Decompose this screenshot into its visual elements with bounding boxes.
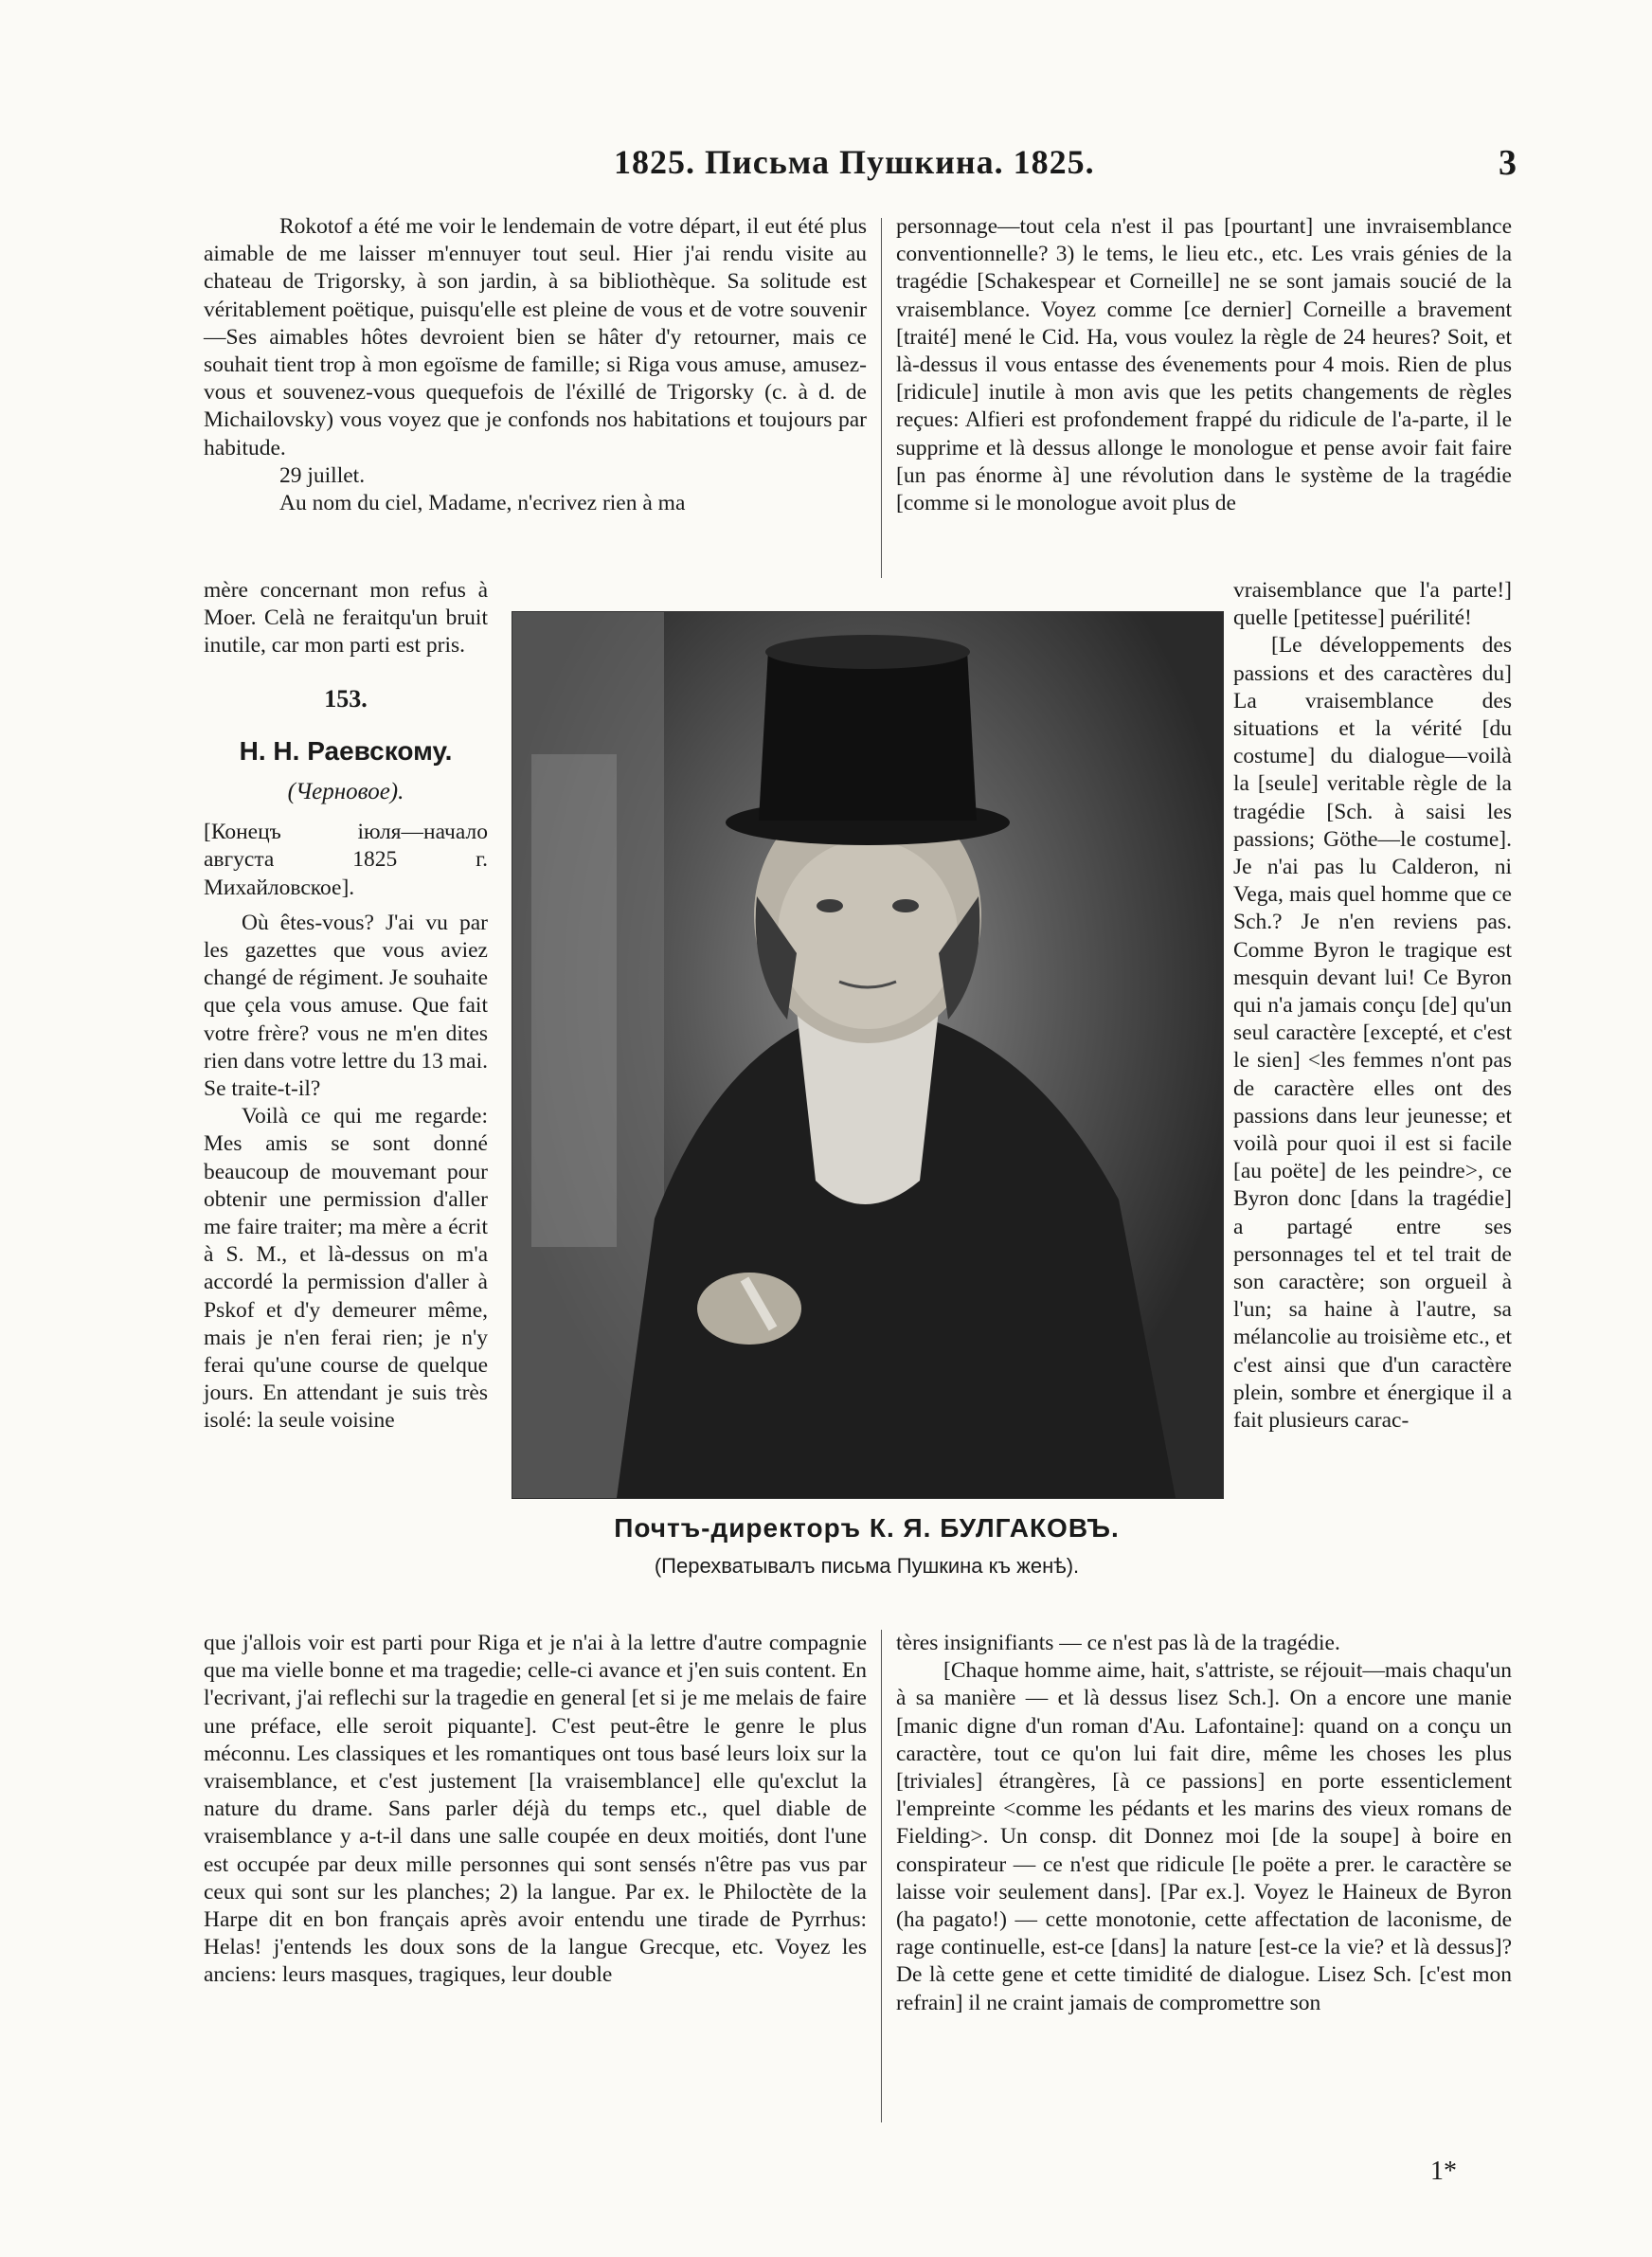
left-column-bottom bbox=[204, 1630, 867, 1990]
illustration-subcaption: (Перехватывалъ письма Пушкина къ женѣ). bbox=[654, 1554, 1080, 1578]
paragraph: Voilà ce qui me regarde: Mes amis se sont donné beaucoup de mouvemant pour obtenir une permission d'aller me faire traiter; ma mère a écrit à S. M., et là-dessus on m'a accordé la permission d'aller à Pskof et d'y demeurer même, mais je n'en ferai rien; je n'y ferai qu'une course de quelque jours. En attendant je suis très isolé: la seule voisine bbox=[204, 1104, 488, 1434]
right-column-bottom bbox=[896, 1630, 1512, 2017]
paragraph: [Chaque homme aime, hait, s'attriste, se réjouit—mais chaqu'un à sa manière — et là dessus lisez Sch.]. On a encore une manie [manic digne d'un roman d'Au. Lafontaine]: quand on a conçu un caractère, tout ce qu'on lui fait dire, même les choses les plus [triviales] étrangères, [à ce passions] en porte essenticlement l'empreinte <comme les pédants et les marins des vieux romans de Fielding>. Un consp. dit Donnez moi [de la soupe] à boire en conspirateur — ce n'est que ridicule [le poëte a prer. le caractère se laisse voir seulement dans]. [Par ex.]. Voyez le Haineux de Byron (ha pagato!) — cette monotonie, cette affectation de laconisme, de rage continuelle, est-ce [dans] la nature [est-ce la vie? et là dessus]? De là cette gene et cette timidité de dialogue. Lisez Sch. [c'est mon refrain] il ne craint jamais de compromettre son bbox=[896, 1658, 1512, 2015]
paragraph: personnage—tout cela n'est il pas [pourtant] une invraisemblance conventionnelle? 3) le tems, le lieu etc., etc. Les vrais génies de la tragédie [Schakespear et Corneille] ne se sont jamais soucié de la vraisemblance. Voyez comme [ce dernier] Corneille a bravement [traité] mené le Cid. Ha, vous voulez la règle de 24 heures? Soit, et là-dessus il vous entasse des évenements pour 4 mois. Rien de plus [ridicule] inutile à mon avis que les petits changements de règles reçues: Alfieri est profondement frappé du ridicule de l'a-parte, il le supprime et là dessus allonge le monologue et pense avoir fait faire [un pas énorme à] une révolution dans le système de la tragédie [comme si le monologue avoit plus de bbox=[896, 214, 1512, 516]
paragraph: tères insignifiants — ce n'est pas là de la tragédie. bbox=[896, 1631, 1340, 1655]
portrait-drawing bbox=[512, 612, 1223, 1498]
paragraph: Où êtes-vous? J'ai vu par les gazettes que vous aviez changé de régiment. Je souhaite que çela vous amuse. Que fait votre frère? vous ne m'en dites rien dans votre lettre du 13 mai. Se traite-t-il? bbox=[204, 910, 488, 1102]
left-column-narrow bbox=[204, 577, 488, 1435]
page-number: 3 bbox=[1499, 143, 1517, 183]
draft-label: (Черновое). bbox=[287, 779, 404, 805]
right-column-top bbox=[896, 213, 1512, 517]
paragraph: mère concernant mon refus à Moer. Celà ne feraitqu'un bruit inutile, car mon parti est pris. bbox=[204, 578, 488, 659]
illustration-caption: Почтъ-директоръ К. Я. БУЛГАКОВЪ. bbox=[614, 1513, 1120, 1543]
running-header bbox=[0, 142, 1652, 183]
column-divider-top bbox=[881, 218, 882, 578]
portrait-illustration bbox=[512, 611, 1224, 1499]
left-column-top bbox=[204, 213, 867, 517]
paragraph: Rokotof a été me voir le lendemain de votre départ, il eut été plus aimable de me laisser m'ennuyer tout seul. Hier j'ai rendu visite au chateau de Trigorsky, à son jardin, à sa bibliothèque. Sa solitude est véritablement poëtique, puisqu'elle est pleine de vous et de votre souvenir—Ses aimables hôtes devroient bien se hâter d'y retourner, mais ce souhait tient trop à mon egoïsme de famille; si Riga vous amuse, amusez-vous et souvenez-vous quequefois de l'éxillé de Trigorsky (c. à d. de Michailovsky) vous voyez que je confonds nos habitations et toujours par habitude. bbox=[204, 214, 867, 460]
signature-mark: 1* bbox=[1430, 2157, 1457, 2186]
paragraph: [Le développements des passions et des caractères du] La vraisemblance des situations et la vérité [du costume] du dialogue—voilà la [seule] veritable règle de la tragédie [Sch. à saisi les passions; Göthe—le costume]. Je n'ai pas lu Calderon, ni Vega, mais quel homme que ce Sch.? Je n'en reviens pas. Comme Byron le tragique est mesquin devant lui! Ce Byron qui n'a jamais conçu [de] qu'un seul caractère [excepté, et c'est le sien] <les femmes n'ont pas de caractère elles ont des passions dans leur jeunesse; et voilà pour quoi il est si facile [au poëte] de les peindre>, ce Byron donc [dans la tragédie] a partagé entre ses personnages tel et tel trait de son caractère; son orgueil à l'un; sa haine à l'autre, sa mélancolie au troisième etc., et c'est ainsi que d'un caractère plein, sombre et énergique il a fait plusieurs carac- bbox=[1233, 633, 1512, 1434]
letter-addressee: Н. Н. Раевскому. bbox=[239, 735, 453, 766]
letter-dating: [Конецъ іюля—начало августа 1825 г. Михайловское]. bbox=[204, 820, 488, 900]
letter-number: 153. bbox=[324, 684, 368, 713]
right-column-narrow bbox=[1233, 577, 1512, 1435]
paragraph: Au nom du ciel, Madame, n'ecrivez rien à ma bbox=[279, 491, 686, 516]
paragraph: vraisemblance que l'a parte!] quelle [petitesse] puérilité! bbox=[1233, 578, 1512, 631]
paragraph: que j'allois voir est parti pour Riga et je n'ai à la lettre d'autre compagnie que ma vielle bonne et ma tragedie; celle-ci avance et j'en suis content. En l'ecrivant, j'ai reflechi sur la tragedie en general [et si je me melais de faire une préface, elle seroit piquante]. C'est peut-être le genre le plus méconnu. Les classiques et les romantiques ont tous basé leurs loix sur la vraisemblance, et c'est justement [la vraisemblance] elle qu'exclut la nature du drame. Sans parler déjà du temps etc., quel diable de vraisemblance y a-t-il dans une salle coupée en deux moitiés, dont l'une est occupée par deux mille personnes qui sont sensés n'être pas vus par ceux qui sont sur les planches; 2) la langue. Par ex. le Philoctète de la Harpe dit en bon français après avoir entendu une tirade de Pyrrhus: Helas! j'entends les doux sons de la langue Grecque, etc. Voyez les anciens: leurs masques, tragiques, leur double bbox=[204, 1631, 867, 1988]
running-title: 1825. Письма Пушкина. 1825. bbox=[614, 143, 1095, 181]
date-line: 29 juillet. bbox=[279, 462, 366, 488]
column-divider-bottom bbox=[881, 1630, 882, 2122]
